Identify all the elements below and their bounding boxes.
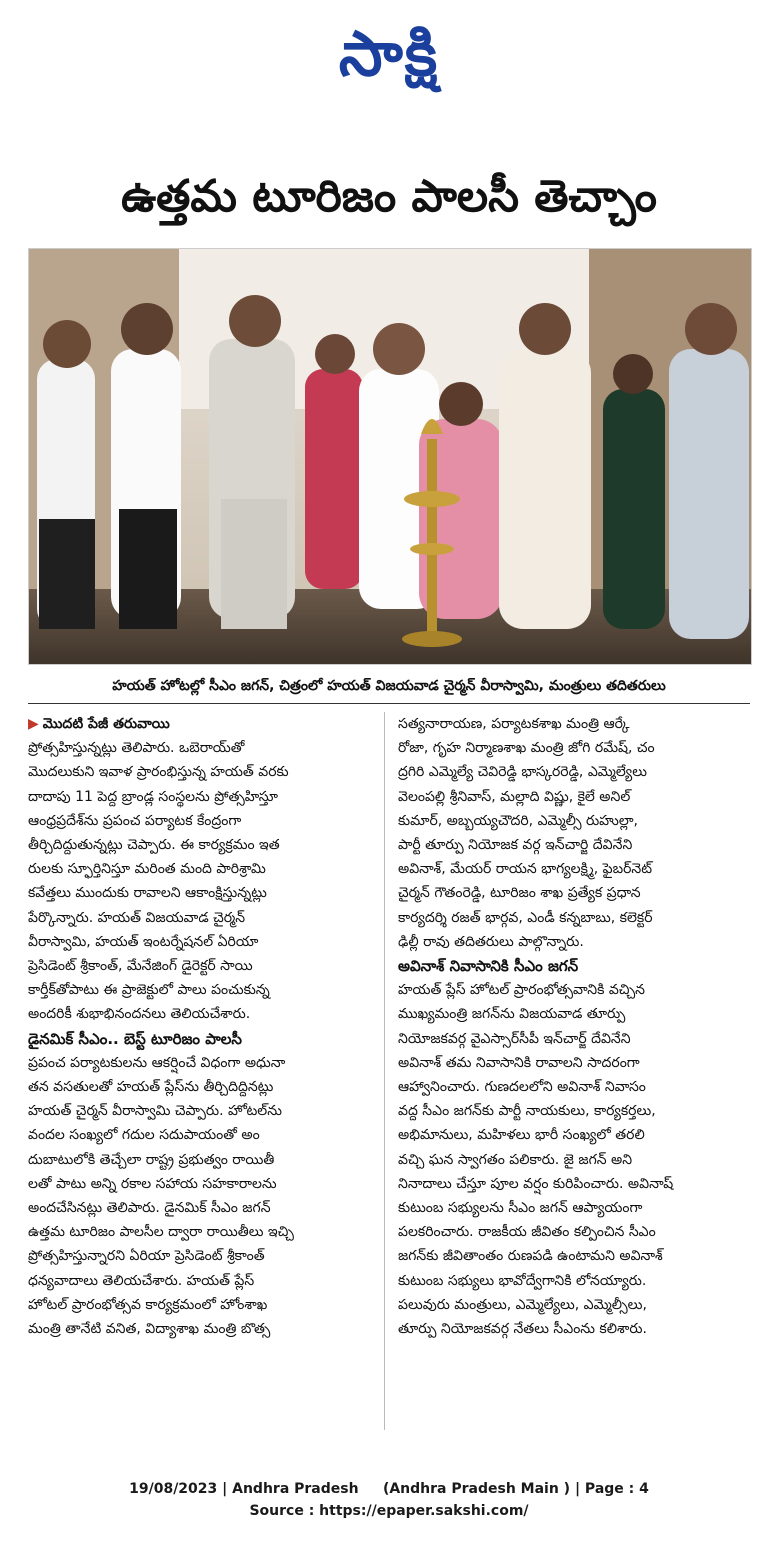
body-line: ద్రగిరి ఎమ్మెల్యే చెవిరెడ్డి భాస్కరరెడ్డి, ఎమ్మెల్యేలు	[398, 764, 647, 781]
body-line: దుబాటులోకి తెచ్చేలా రాష్ట్ర ప్రభుత్వం రాయితీ	[28, 1151, 275, 1168]
body-line: ఆంధ్రప్రదేశ్‌ను ప్రపంచ పర్యాటక కేంద్రంగా	[28, 812, 242, 829]
caption-divider	[28, 703, 750, 704]
body-line: అందచేసినట్లు తెలిపారు. డైనమిక్ సీఎం జగన్	[28, 1200, 271, 1217]
body-line: పార్టీ తూర్పు నియోజక వర్గ ఇన్‌చార్జి దేవినేని	[398, 837, 633, 854]
newspaper-logo: సాక్షి	[338, 17, 440, 90]
body-line: ఉత్తమ టూరిజం పాలసీల ద్వారా రాయితీలు ఇచ్చి	[28, 1224, 294, 1241]
body-line: ఢిల్లీ రావు తదితరులు పాల్గొన్నారు.	[398, 933, 584, 950]
body-line: అందరికీ శుభాభినందనలు తెలియచేశారు.	[28, 1006, 251, 1023]
body-line: ప్రోత్సహిస్తున్నారని ఏరియా ప్రెసిడెంట్ శ్రీకాంత్	[28, 1248, 265, 1265]
body-line: సత్యనారాయణ, పర్యాటకశాఖ మంత్రి ఆర్కే	[398, 716, 630, 732]
body-line: పేర్కొన్నారు. హయత్ విజయవాడ చైర్మన్	[28, 909, 246, 926]
body-line: పలకరించారు. రాజకీయ జీవితం కల్పించిన సీఎం	[398, 1224, 656, 1241]
body-line: కుటుంబ సభ్యులను సీఎం జగన్ ఆప్యాయంగా	[398, 1200, 643, 1217]
body-line: అభిమానులు, మహిళలు భారీ సంఖ్యలో తరలి	[398, 1127, 645, 1144]
body-line: వద్ద సీఎం జగన్‌కు పార్టీ నాయకులు, కార్యకర్తలు,	[398, 1103, 656, 1120]
body-line: హయత్ చైర్మన్ వీరాస్వామి చెప్పారు. హోటల్‌ను	[28, 1103, 282, 1120]
article-column-left	[28, 712, 380, 1341]
body-line: వీరాస్వామి, హయత్ ఇంటర్నేషనల్ ఏరియా	[28, 933, 259, 950]
body-line: ప్రపంచ పర్యాటకులను ఆకర్షించే విధంగా అధునా	[28, 1054, 286, 1071]
article-column-right	[398, 712, 750, 1341]
body-line: లతో పాటు అన్ని రకాల సహాయ సహకారాలను	[28, 1175, 277, 1192]
subheading: అవినాశ్ నివాసానికి సీఎం జగన్	[398, 957, 579, 976]
body-line: అవినాశ్, మేయర్ రాయన భాగ్యలక్ష్మి, ఫైబర్‌నెట్	[398, 861, 653, 878]
body-line: ప్రోత్సహిస్తున్నట్లు తెలిపారు. ఒబెరాయ్‌తో	[28, 740, 245, 757]
body-line: రులకు స్ఫూర్తినిస్తూ మరింత మంది పారిశ్రామి	[28, 861, 266, 878]
body-line: హోటల్ ప్రారంభోత్సవ కార్యక్రమంలో హోంశాఖ	[28, 1296, 268, 1313]
article-photo	[28, 248, 752, 665]
column-divider	[384, 712, 385, 1430]
body-line: కార్యదర్శి రజత్ భార్గవ, ఎండీ కన్నబాబు, కలెక్టర్	[398, 909, 653, 926]
body-line: హయత్ ప్లేస్ హోటల్ ప్రారంభోత్సవానికి వచ్చిన	[398, 982, 645, 999]
body-line: కవేత్తలు ముందుకు రావాలని ఆకాంక్షిస్తున్నట్లు	[28, 885, 267, 902]
body-line: అవినాశ్ తమ నివాసానికి రావాలని సాదరంగా	[398, 1054, 640, 1071]
body-line: ముఖ్యమంత్రి జగన్‌ను విజయవాడ తూర్పు	[398, 1006, 626, 1023]
continuation-label	[28, 712, 380, 736]
body-line: కార్తీక్‌తోపాటు ఈ ప్రాజెక్టులో పాలు పంచుకున్న	[28, 982, 270, 999]
body-line: జగన్‌కు జీవితాంతం రుణపడి ఉంటామని అవినాశ్	[398, 1248, 663, 1265]
body-line: ఆహ్వానించారు. గుణదలలోని అవినాశ్ నివాసం	[398, 1079, 646, 1096]
body-line: కుటుంబ సభ్యులు భావోద్వేగానికి లోనయ్యారు.	[398, 1272, 647, 1289]
body-line: వందల సంఖ్యలో గదుల సదుపాయంతో అం	[28, 1127, 260, 1144]
subheading: డైనమిక్ సీఎం.. బెస్ట్ టూరిజం పాలసీ	[28, 1029, 242, 1048]
body-line: దాదాపు 11 పెద్ద బ్రాండ్ల సంస్థలను ప్రోత్సహిస్తూ	[28, 788, 278, 805]
body-line: ప్రెసిడెంట్ శ్రీకాంత్, మేనేజింగ్ డైరెక్టర్ సాయి	[28, 958, 253, 975]
body-line: మొదలుకుని ఇవాళ ప్రారంభిస్తున్న హయత్ వరకు	[28, 764, 289, 781]
body-line: వెలంపల్లి శ్రీనివాస్, మల్లాది విష్ణు, కైలే అనిల్	[398, 788, 631, 805]
article-headline: ఉత్తమ టూరిజం పాలసీ తెచ్చాం	[121, 171, 657, 222]
body-line: చైర్మన్ గౌతంరెడ్డి, టూరిజం శాఖ ప్రత్యేక ప్రధాన	[398, 885, 641, 902]
edition-info: 19/08/2023 | Andhra Pradesh (Andhra Pradesh Main ) | Page : 4	[129, 1481, 649, 1497]
body-line: వచ్చి ఘన స్వాగతం పలికారు. జై జగన్ అని	[398, 1151, 633, 1168]
body-line: రోజా, గృహ నిర్మాణశాఖ మంత్రి జోగి రమేష్, చం	[398, 740, 655, 757]
photo-caption: హయత్ హోటల్లో సీఎం జగన్, చిత్రంలో హయత్ విజయవాడ చైర్మన్ వీరాస్వామి, మంత్రులు తదితరులు	[112, 678, 666, 694]
body-line: పలువురు మంత్రులు, ఎమ్మెల్యేలు, ఎమ్మెల్సీలు,	[398, 1296, 647, 1313]
body-line: తన వసతులతో హయత్ ప్లేస్‌ను తీర్చిదిద్దినట్లు	[28, 1079, 274, 1096]
body-line: మంత్రి తానేటి వనిత, విద్యాశాఖ మంత్రి బొత్స	[28, 1321, 271, 1338]
continuation-text: మొదటి పేజీ తరువాయి	[42, 716, 170, 732]
body-line: ధన్యవాదాలు తెలియచేశారు. హయత్ ప్లేస్	[28, 1272, 255, 1289]
body-line: నినాదాలు చేస్తూ పూల వర్షం కురిపించారు. అవినాష్	[398, 1175, 674, 1192]
body-line: నియోజకవర్గ వైఎస్సార్‌సీపీ ఇన్‌చార్జ్ దేవినేని	[398, 1030, 631, 1047]
body-line: కుమార్, అబ్బయ్యచౌదరి, ఎమ్మెల్సీ రుహుల్లా,	[398, 812, 638, 829]
page-footer	[0, 1478, 778, 1522]
source-link[interactable]: Source : https://epaper.sakshi.com/	[249, 1503, 529, 1519]
body-line: తీర్చిదిద్దుతున్నట్లు చెప్పారు. ఈ కార్యక్రమం ఇత	[28, 837, 280, 854]
triangle-bullet-icon: ▶	[28, 716, 39, 732]
body-line: తూర్పు నియోజకవర్గ నేతలు సీఎంను కలిశారు.	[398, 1321, 647, 1338]
